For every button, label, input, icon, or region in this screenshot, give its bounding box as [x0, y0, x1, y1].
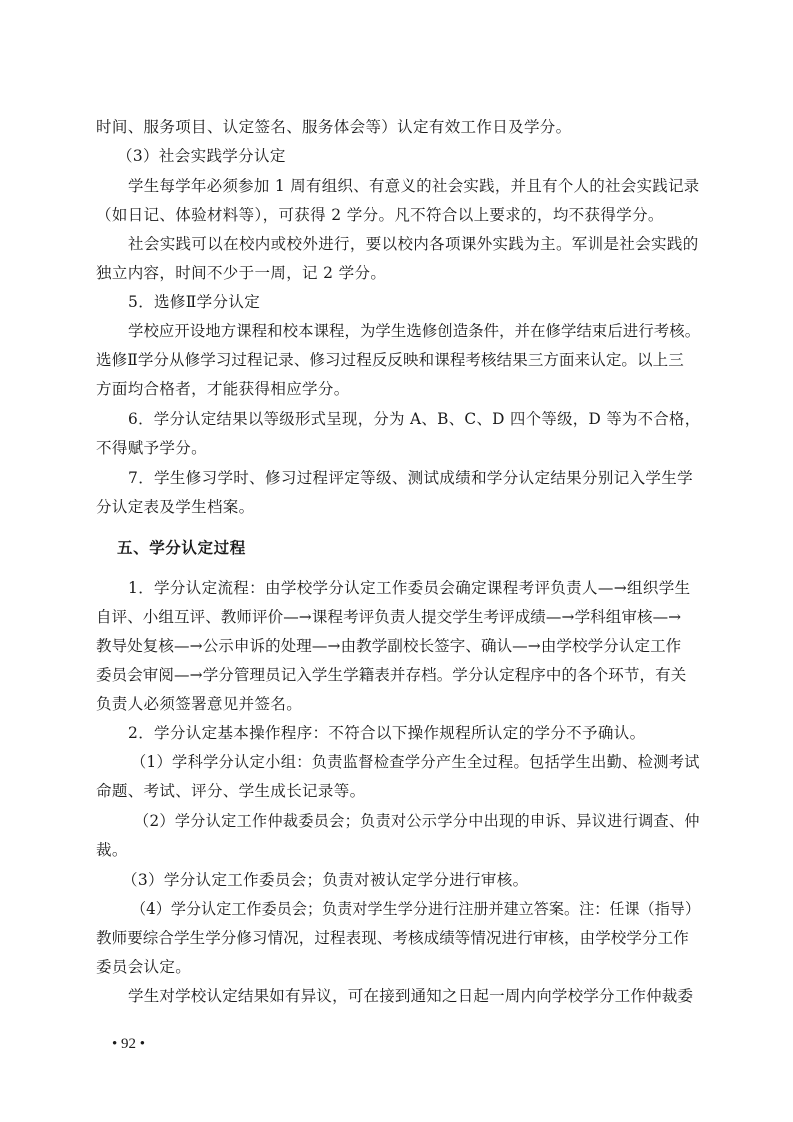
text-line: 选修Ⅱ学分从修学习过程记录、修习过程反反映和课程考核结果三方面来认定。以上三: [96, 351, 684, 369]
text-line: 独立内容，时间不少于一周，记 2 学分。: [96, 264, 387, 282]
text-line: 委员会认定。: [96, 958, 192, 976]
text-line: 不得赋予学分。: [96, 439, 207, 457]
text-line: 分认定表及学生档案。: [96, 498, 255, 516]
text-line: 1．学分认定流程：由学校学分认定工作委员会确定课程考评负责人—→组织学生: [128, 579, 691, 597]
text-line: （3）学分认定工作委员会；负责对被认定学分进行审核。: [122, 871, 529, 889]
subsection-title: （3）社会实践学分认定: [117, 147, 286, 165]
text-line: 6．学分认定结果以等级形式呈现，分为 A、B、C、D 四个等级，D 等为不合格，: [128, 410, 701, 428]
text-line: 委员会审阅—→学分管理员记入学生学籍表并存档。学分认定程序中的各个环节，有关: [96, 666, 687, 684]
text-line: 时间、服务项目、认定签名、服务体会等）认定有效工作日及学分。: [96, 118, 572, 136]
text-line: 学生对学校认定结果如有异议，可在接到通知之日起一周内向学校学分工作仲裁委: [128, 987, 694, 1005]
text-line: 裁。: [96, 841, 128, 859]
section-heading: 五、学分认定过程: [117, 539, 246, 557]
subsection-title: 5．选修Ⅱ学分认定: [128, 293, 261, 311]
text-line: （1）学科学分认定小组：负责监督检查学分产生全过程。包括学生出勤、检测考试: [131, 753, 700, 771]
text-line: 负责人必须签署意见并签名。: [96, 695, 303, 713]
text-line: （如日记、体验材料等），可获得 2 学分。凡不符合以上要求的，均不获得学分。: [96, 206, 664, 224]
text-line: （4）学分认定工作委员会；负责对学生学分进行注册并建立答案。注：任课（指导）: [131, 900, 701, 918]
text-line: 学校应开设地方课程和校本课程，为学生选修创造条件，并在修学结束后进行考核。: [128, 322, 701, 340]
text-line: 自评、小组互评、教师评价—→课程考评负责人提交学生考评成绩—→学科组审核—→: [96, 608, 682, 626]
text-line: 学生每学年必须参加 1 周有组织、有意义的社会实践，并且有个人的社会实践记录: [128, 177, 700, 195]
text-line: 社会实践可以在校内或校外进行，要以校内各项课外实践为主。军训是社会实践的: [128, 235, 699, 253]
text-line: 方面均合格者，才能获得相应学分。: [96, 380, 350, 398]
page-number: • 92 •: [112, 1036, 146, 1052]
text-line: 教师要综合学生学分修习情况，过程表现、考核成绩等情况进行审核，由学校学分工作: [96, 929, 689, 947]
text-line: 7．学生修习学时、修习过程评定等级、测试成绩和学分认定结果分别记入学生学: [128, 469, 693, 487]
text-line: 教导处复核—→公示申诉的处理—→由教学副校长签字、确认—→由学校学分认定工作: [96, 637, 682, 655]
text-line: （2）学分认定工作仲裁委员会；负责对公示学分中出现的申诉、异议进行调查、仲: [134, 812, 700, 830]
text-line: 2．学分认定基本操作程序：不符合以下操作规程所认定的学分不予确认。: [128, 724, 646, 742]
text-line: 命题、考试、评分、学生成长记录等。: [96, 782, 366, 800]
